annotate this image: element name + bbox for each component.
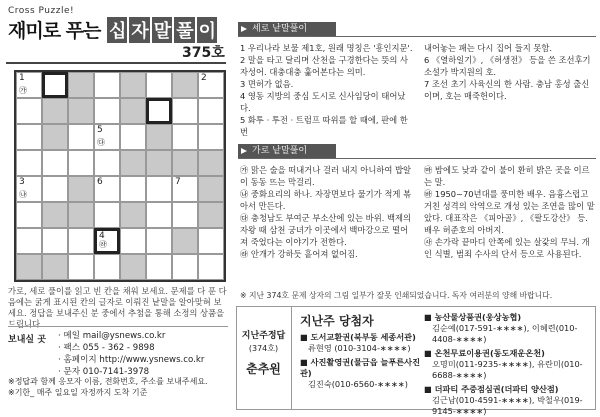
grid-cell-blocked (42, 202, 68, 228)
grid-cell[interactable] (94, 176, 120, 202)
cell-number: 7 (175, 177, 181, 187)
grid-cell[interactable] (172, 98, 198, 124)
grid-cell-blocked (42, 98, 68, 124)
fax-line: · 팩스 055 - 362 - 9898 (58, 343, 155, 353)
grid-cell[interactable] (198, 228, 224, 254)
horizontal-clues-right (424, 164, 596, 260)
prize-label: ■ 더파티 주중점심권(더파티 양산점) (424, 384, 559, 394)
vertical-clue: 2 말을 타고 달리며 산천을 구경한다는 뜻의 사자성어. 대충대충 훑어본다는 의미. (240, 55, 409, 77)
grid-cell[interactable] (68, 228, 94, 254)
grid-cell[interactable] (94, 98, 120, 124)
title-prefix: 재미로 푸는 (8, 20, 101, 42)
horizontal-rule (238, 158, 596, 159)
horizontal-clue: ㉴ 손가락 끝마디 안쪽에 있는 살갗의 무늬. 개인 식별, 범죄 수사의 단서 등으로 사용된다. (424, 237, 590, 259)
grid-cell-blocked (68, 202, 94, 228)
cell-number: 3 (19, 177, 25, 187)
cell-number: 2 (201, 73, 207, 83)
vertical-clue: 3 면허가 없음. (240, 79, 294, 89)
vertical-clue: 4 영동 지방의 중심 도시로 신사임당이 태어났다. (240, 91, 406, 113)
grid-cell-blocked (120, 254, 146, 280)
grid-cell[interactable] (172, 176, 198, 202)
grid-cell-blocked (42, 124, 68, 150)
entry-notes (8, 376, 233, 398)
winner-entry: 김진숙(010-6560-∗∗∗∗) (308, 379, 408, 389)
contact-list (58, 330, 204, 378)
grid-cell[interactable] (42, 228, 68, 254)
vertical-clue: 내어놓는 패는 다시 집어 들지 못함. (424, 43, 553, 53)
grid-cell-blocked (146, 124, 172, 150)
vertical-clue: 7 조선 초기 사육신의 한 사람. 충남 홍성 출신이며, 호는 매죽헌이다. (424, 79, 590, 101)
vertical-rule (238, 36, 596, 37)
grid-cell[interactable] (172, 254, 198, 280)
grid-cell[interactable] (146, 254, 172, 280)
winner-entry: 김근남(010-4591-∗∗∗∗), 박철우(019-9145-∗∗∗∗) (432, 395, 583, 416)
grid-cell-blocked (172, 72, 198, 98)
winners-right (424, 312, 596, 417)
grid-cell-blocked (172, 150, 198, 176)
winner-entry: 류현영 (010-3104-∗∗∗∗) (308, 343, 411, 353)
note-1: ※정답과 함께 응모자 이름, 전화번호, 주소를 보내주세요. (8, 377, 208, 386)
vertical-clues-left (240, 42, 414, 138)
grid-cell[interactable] (16, 202, 42, 228)
prize-label: ■ 도서교환권(북부동 세종서관) (300, 332, 416, 342)
grid-cell[interactable] (16, 124, 42, 150)
grid-cell[interactable] (146, 228, 172, 254)
grid-cell[interactable] (16, 176, 42, 202)
cell-number: 6 (97, 177, 103, 187)
horizontal-clue: ㉰ 충청남도 부여군 부소산에 있는 바위. 백제의 자왕 때 삼천 궁녀가 이곳에서 백마강으로 떨어져 죽었다는 이야기가 전한다. (240, 213, 412, 247)
cell-clue-marker: ㉱ (99, 240, 107, 249)
horizontal-heading: 가로 낱말풀이 (238, 144, 336, 158)
cell-number: 1 (19, 73, 25, 83)
cell-number: 5 (97, 125, 103, 135)
mail-line: · 메일 mail@ysnews.co.kr (58, 331, 166, 341)
vertical-clues-right (424, 42, 596, 102)
grid-cell[interactable] (146, 98, 172, 124)
horizontal-clue: ㉳ 1950~70년대를 풍미한 배우. 음흉스럽고 거친 성격의 악역으로 개성 있는 조연을 많이 맡았다. 대표작은 《피아골》, 《팔도강산》 등. 배우 허준호의 아버지. (424, 189, 595, 235)
title-char-1: 십 (107, 17, 127, 43)
answer-word: 춘추원 (246, 362, 281, 376)
grid-cell[interactable] (94, 202, 120, 228)
title-char-2: 자 (129, 17, 149, 43)
instructions: 가로, 세로 풀이를 읽고 빈 칸을 채워 보세요. 문제를 다 푼 다음에는 굵게 표시된 칸의 글자로 이뤄진 낱말을 알아맞혀 보세요. 정답을 보내주신 분 중에서 추첨을 통해 소정의 상품을 드립니다. (8, 286, 227, 329)
grid-cell[interactable] (120, 228, 146, 254)
prize-label: ■ 사진촬영권(물금읍 늘푸른사진관) (300, 357, 420, 378)
grid-cell[interactable] (94, 150, 120, 176)
grid-cell[interactable] (198, 72, 224, 98)
grid-cell[interactable] (68, 254, 94, 280)
grid-cell[interactable] (172, 124, 198, 150)
grid-cell[interactable] (94, 254, 120, 280)
cell-clue-marker: ㉰ (97, 138, 105, 147)
grid-cell[interactable] (16, 72, 42, 98)
grid-cell-blocked (198, 150, 224, 176)
grid-cell[interactable] (42, 176, 68, 202)
cell-clue-marker: ㉮ (19, 86, 27, 95)
horizontal-clue: ㉯ 중화요리의 하나. 자장면보다 물기가 적게 볶아서 만든다. (240, 189, 412, 211)
homepage-line: · 홈페이지 http://www.ysnews.co.kr (58, 355, 205, 365)
note-2: ※기한_ 매주 일요일 자정까지 도착 기준 (8, 388, 148, 397)
grid-cell[interactable] (120, 176, 146, 202)
grid-cell-blocked (198, 202, 224, 228)
grid-cell-blocked (120, 98, 146, 124)
cell-clue-marker: ㉯ (19, 190, 27, 199)
grid-cell[interactable] (68, 150, 94, 176)
grid-cell-blocked (42, 254, 68, 280)
grid-cell-blocked (68, 176, 94, 202)
grid-cell-blocked (16, 254, 42, 280)
answer-issue: (374호) (248, 344, 279, 353)
page-title (8, 16, 218, 43)
grid-cell[interactable] (172, 202, 198, 228)
grid-cell[interactable] (16, 150, 42, 176)
winners-title: 지난주 당첨자 (300, 314, 374, 328)
grid-cell-blocked (120, 72, 146, 98)
grid-cell[interactable] (120, 124, 146, 150)
vertical-clue: 5 화투 · 투전 · 트럼프 따위를 할 때에, 판에 한번 (240, 115, 408, 137)
sms-line: · 문자 010-7141-3978 (58, 367, 150, 377)
grid-cell[interactable] (146, 176, 172, 202)
send-title: 보내실 곳 (8, 335, 46, 345)
grid-cell-blocked (146, 150, 172, 176)
horizontal-clue: ㉱ 안개가 강하듯 흩어져 없어짐. (240, 249, 358, 259)
horizontal-clue: ㉲ 밤에도 낮과 같이 불이 환히 밝은 곳을 이르는 말. (424, 165, 590, 187)
issue-number: 375호 (182, 45, 225, 61)
title-char-3: 말 (152, 17, 172, 43)
horizontal-clues-left (240, 164, 414, 260)
crossword-grid (14, 70, 226, 282)
title-char-4: 풀 (174, 17, 194, 43)
winner-entry: 김순예(017-591-∗∗∗∗), 이혜련(010-4408-∗∗∗∗) (432, 323, 578, 344)
grid-cell[interactable] (94, 72, 120, 98)
grid-cell[interactable] (198, 124, 224, 150)
header-rule (6, 62, 226, 64)
grid-cell[interactable] (68, 124, 94, 150)
grid-cell-blocked (172, 228, 198, 254)
winner-entry: 오명미(011-9235-∗∗∗∗), 유란미(010-6688-∗∗∗∗) (432, 359, 583, 380)
last-answer-box (236, 306, 292, 410)
answer-label: 지난주정답 (241, 331, 286, 341)
grid-cell-blocked (120, 202, 146, 228)
grid-cell[interactable] (198, 98, 224, 124)
grid-cell-blocked (198, 176, 224, 202)
grid-cell-blocked (68, 98, 94, 124)
winners-left (300, 332, 420, 390)
vertical-heading: 세로 낱말풀이 (238, 22, 336, 36)
correction-note: ※ 지난 374호 문제 상자의 그림 일부가 잘못 인쇄되었습니다. 독자 여러분의 양해 바랍니다. (240, 291, 553, 300)
grid-cell[interactable] (42, 150, 68, 176)
vertical-clue: 1 우리나라 보물 제1호, 원래 명칭은 '흥인지문'. (240, 43, 413, 53)
grid-cell[interactable] (94, 124, 120, 150)
grid-cell[interactable] (146, 202, 172, 228)
cell-number: 4 (99, 231, 105, 241)
grid-cell[interactable] (198, 254, 224, 280)
grid-cell[interactable] (42, 72, 68, 98)
prize-label: ■ 농산물상품권(웅상농협) (424, 312, 522, 322)
kicker: Cross Puzzle! (8, 6, 75, 16)
prize-label: ■ 온천무료이용권(동도재운온천) (424, 348, 545, 358)
grid-cell[interactable] (146, 72, 172, 98)
grid-cell[interactable] (16, 228, 42, 254)
vertical-clue: 6 《열하일기》, 《허생전》 등을 쓴 조선후기 소설가 박지원의 호. (424, 55, 591, 77)
horizontal-clue: ㉮ 맑은 술을 떠내거나 걸러 내지 아니하여 밥알이 동동 뜨는 막걸리. (240, 165, 412, 187)
grid-cell-blocked (120, 150, 146, 176)
grid-cell[interactable] (16, 98, 42, 124)
title-char-5: 이 (197, 17, 217, 43)
grid-cell[interactable] (94, 228, 120, 254)
grid-cell-blocked (68, 72, 94, 98)
